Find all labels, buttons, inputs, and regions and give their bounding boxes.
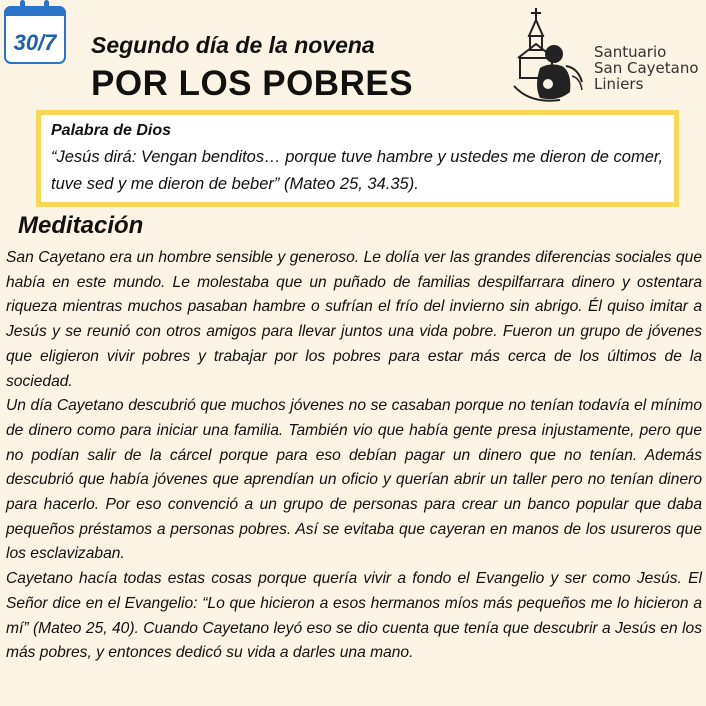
meditation-heading: Meditación: [18, 212, 144, 239]
sanctuary-logo-icon: [510, 6, 590, 106]
meditation-paragraph: Cayetano hacía todas estas cosas porque quería vivir a fondo el Evangelio y ser como Jesús. El Señor dice en el Evangelio: “Lo que hicieron a esos hermanos míos más pequeños me lo hicieron a mí” (Mateo 25, 40). Cuando Cayetano leyó eso se dio cuenta que tenía que descubrir a Jesús en los más pobres, y entonces dedicó su vida a darles una mano.: [6, 570, 702, 662]
sanctuary-logo-text: Santuario San Cayetano Liniers: [594, 43, 699, 93]
word-of-god-quote: “Jesús dirá: Vengan benditos… porque tuve hambre y ustedes me dieron de comer, tuve sed y me dieron de beber” (Mateo 25, 34.35).: [51, 148, 664, 193]
date-label: 30/7: [13, 30, 57, 55]
meditation-body: [6, 246, 702, 666]
meditation-paragraph: San Cayetano era un hombre sensible y generoso. Le dolía ver las grandes diferencias sociales que había en este mundo. Le molestaba que un puñado de familias despilfarrara dinero y ostentara riqueza mientras muchos pasaban hambre o sufrían el frío del invierno sin abrigo. Él quiso imitar a Jesús y se reunió con otros amigos para llevar juntos una vida pobre. Fueron un grupo de jóvenes que eligieron vivir pobres y trabajar por los pobres para estar más cerca de los últimos de la sociedad.: [6, 249, 702, 390]
page-title: POR LOS POBRES: [91, 64, 414, 103]
calendar-icon: [4, 6, 66, 64]
meditation-paragraph: Un día Cayetano descubrió que muchos jóvenes no se casaban porque no tenían todavía el mínimo de dinero como para iniciar una familia. También vio que había gente presa injustamente, pero que no podían salir de la cárcel porque para eso debían pagar un dinero que no tenían. Además descubrió que había jóvenes que aprendían un oficio y querían abrir un taller pero no tenían dinero para hacerlo. Por eso convenció a un grupo de personas para crear un banco popular que daba pequeños préstamos a personas pobres. Así se evitaba que cayeran en manos de los usureros que los esclavizaban.: [6, 397, 702, 563]
word-of-god-box: [36, 110, 679, 207]
novena-day-subtitle: Segundo día de la novena: [91, 32, 375, 58]
word-of-god-heading: Palabra de Dios: [51, 122, 172, 139]
